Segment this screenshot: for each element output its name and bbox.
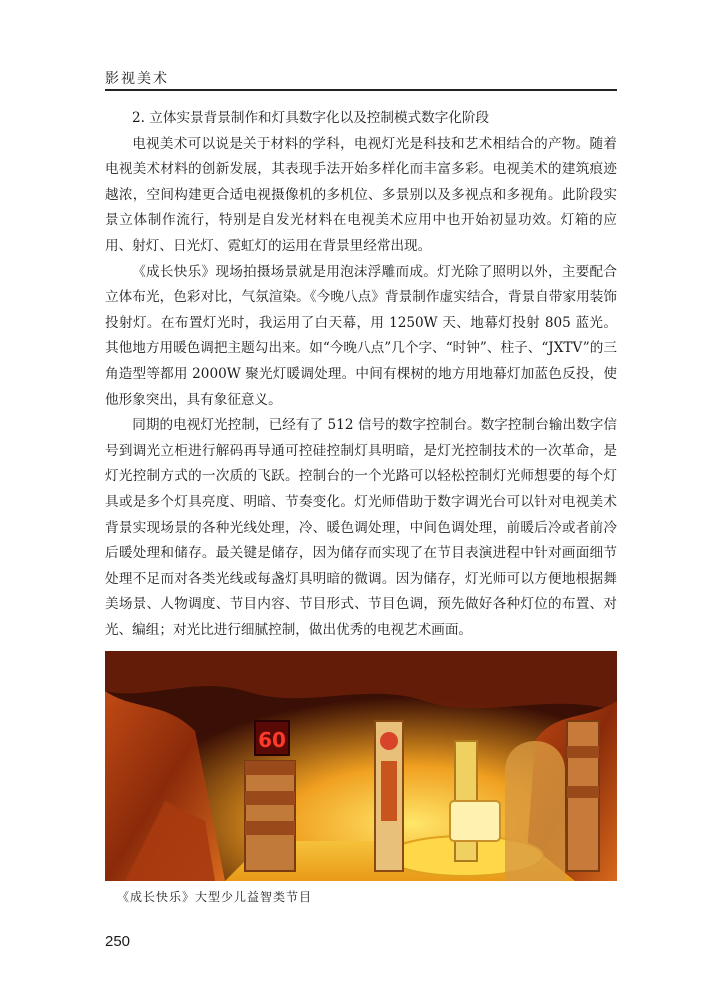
body-text xyxy=(105,106,617,643)
section-heading: 2. 立体实景背景制作和灯具数字化以及控制模式数字化阶段 xyxy=(132,110,490,126)
paragraph-1: 电视美术可以说是关于材料的学科，电视灯光是科技和艺术相结合的产物。随着电视美术材料的创新发展，其表现手法开始多样化而丰富多彩。电视美术的建筑痕迹越浓，空间构建更合适电视摄像机的多机位、多景别以及多视点和多视角。此阶段实景立体制作流行，特别是自发光材料在电视美术应用中也开始初显功效。灯箱的应用、射灯、日光灯、霓虹灯的运用在背景里经常出现。 xyxy=(105,135,617,254)
paragraph-2: 《成长快乐》现场拍摄场景就是用泡沫浮雕而成。灯光除了照明以外，主要配合立体布光，色彩对比，气氛渲染。《今晚八点》背景制作虚实结合，背景自带家用装饰投射灯。在布置灯光时，我运用了白天幕，用 1250W 天、地幕灯投射 805 蓝光。其他地方用暖色调把主题勾出来。如“今晚八点”几个字、“时钟”、柱子、“JXTV”的三角造型等都用 2000W 聚光灯暖调处理。中间有棵树的地方用地幕灯加蓝色反投，使他形象突出，具有象征意义。 xyxy=(105,263,617,408)
paragraph-3: 同期的电视灯光控制，已经有了 512 信号的数字控制台。数字控制台输出数字信号到调光立柜进行解码再导通可控硅控制灯具明暗，是灯光控制技术的一次革命，是灯光控制方式的一次质的飞跃。控制台的一个光路可以轻松控制灯光师想要的每个灯具或是多个灯具亮度、明暗、节奏变化。灯光师借助于数字调光台可以针对电视美术背景实现场景的各种光线处理，冷、暖色调处理，中间色调处理，前暖后冷或者前冷后暖处理和储存。最关键是储存，因为储存而实现了在节目表演进程中针对画面细节处理不足而对各类光线或每盏灯具明暗的微调。因为储存，灯光师可以方便地根据舞美场景、人物调度、节目内容、节目形式、节目色调，预先做好各种灯位的布置、对光、编组；对光比进行细腻控制，做出优秀的电视艺术画面。 xyxy=(105,417,617,638)
stage-photo xyxy=(105,651,617,881)
running-header: 影视美术 xyxy=(105,71,169,87)
page-number: 250 xyxy=(105,933,131,950)
header-rule xyxy=(105,89,617,91)
stage-photo-illustration xyxy=(105,651,617,881)
sign-number: 60 xyxy=(258,728,286,752)
photo-caption: 《成长快乐》大型少儿益智类节目 xyxy=(117,890,313,904)
